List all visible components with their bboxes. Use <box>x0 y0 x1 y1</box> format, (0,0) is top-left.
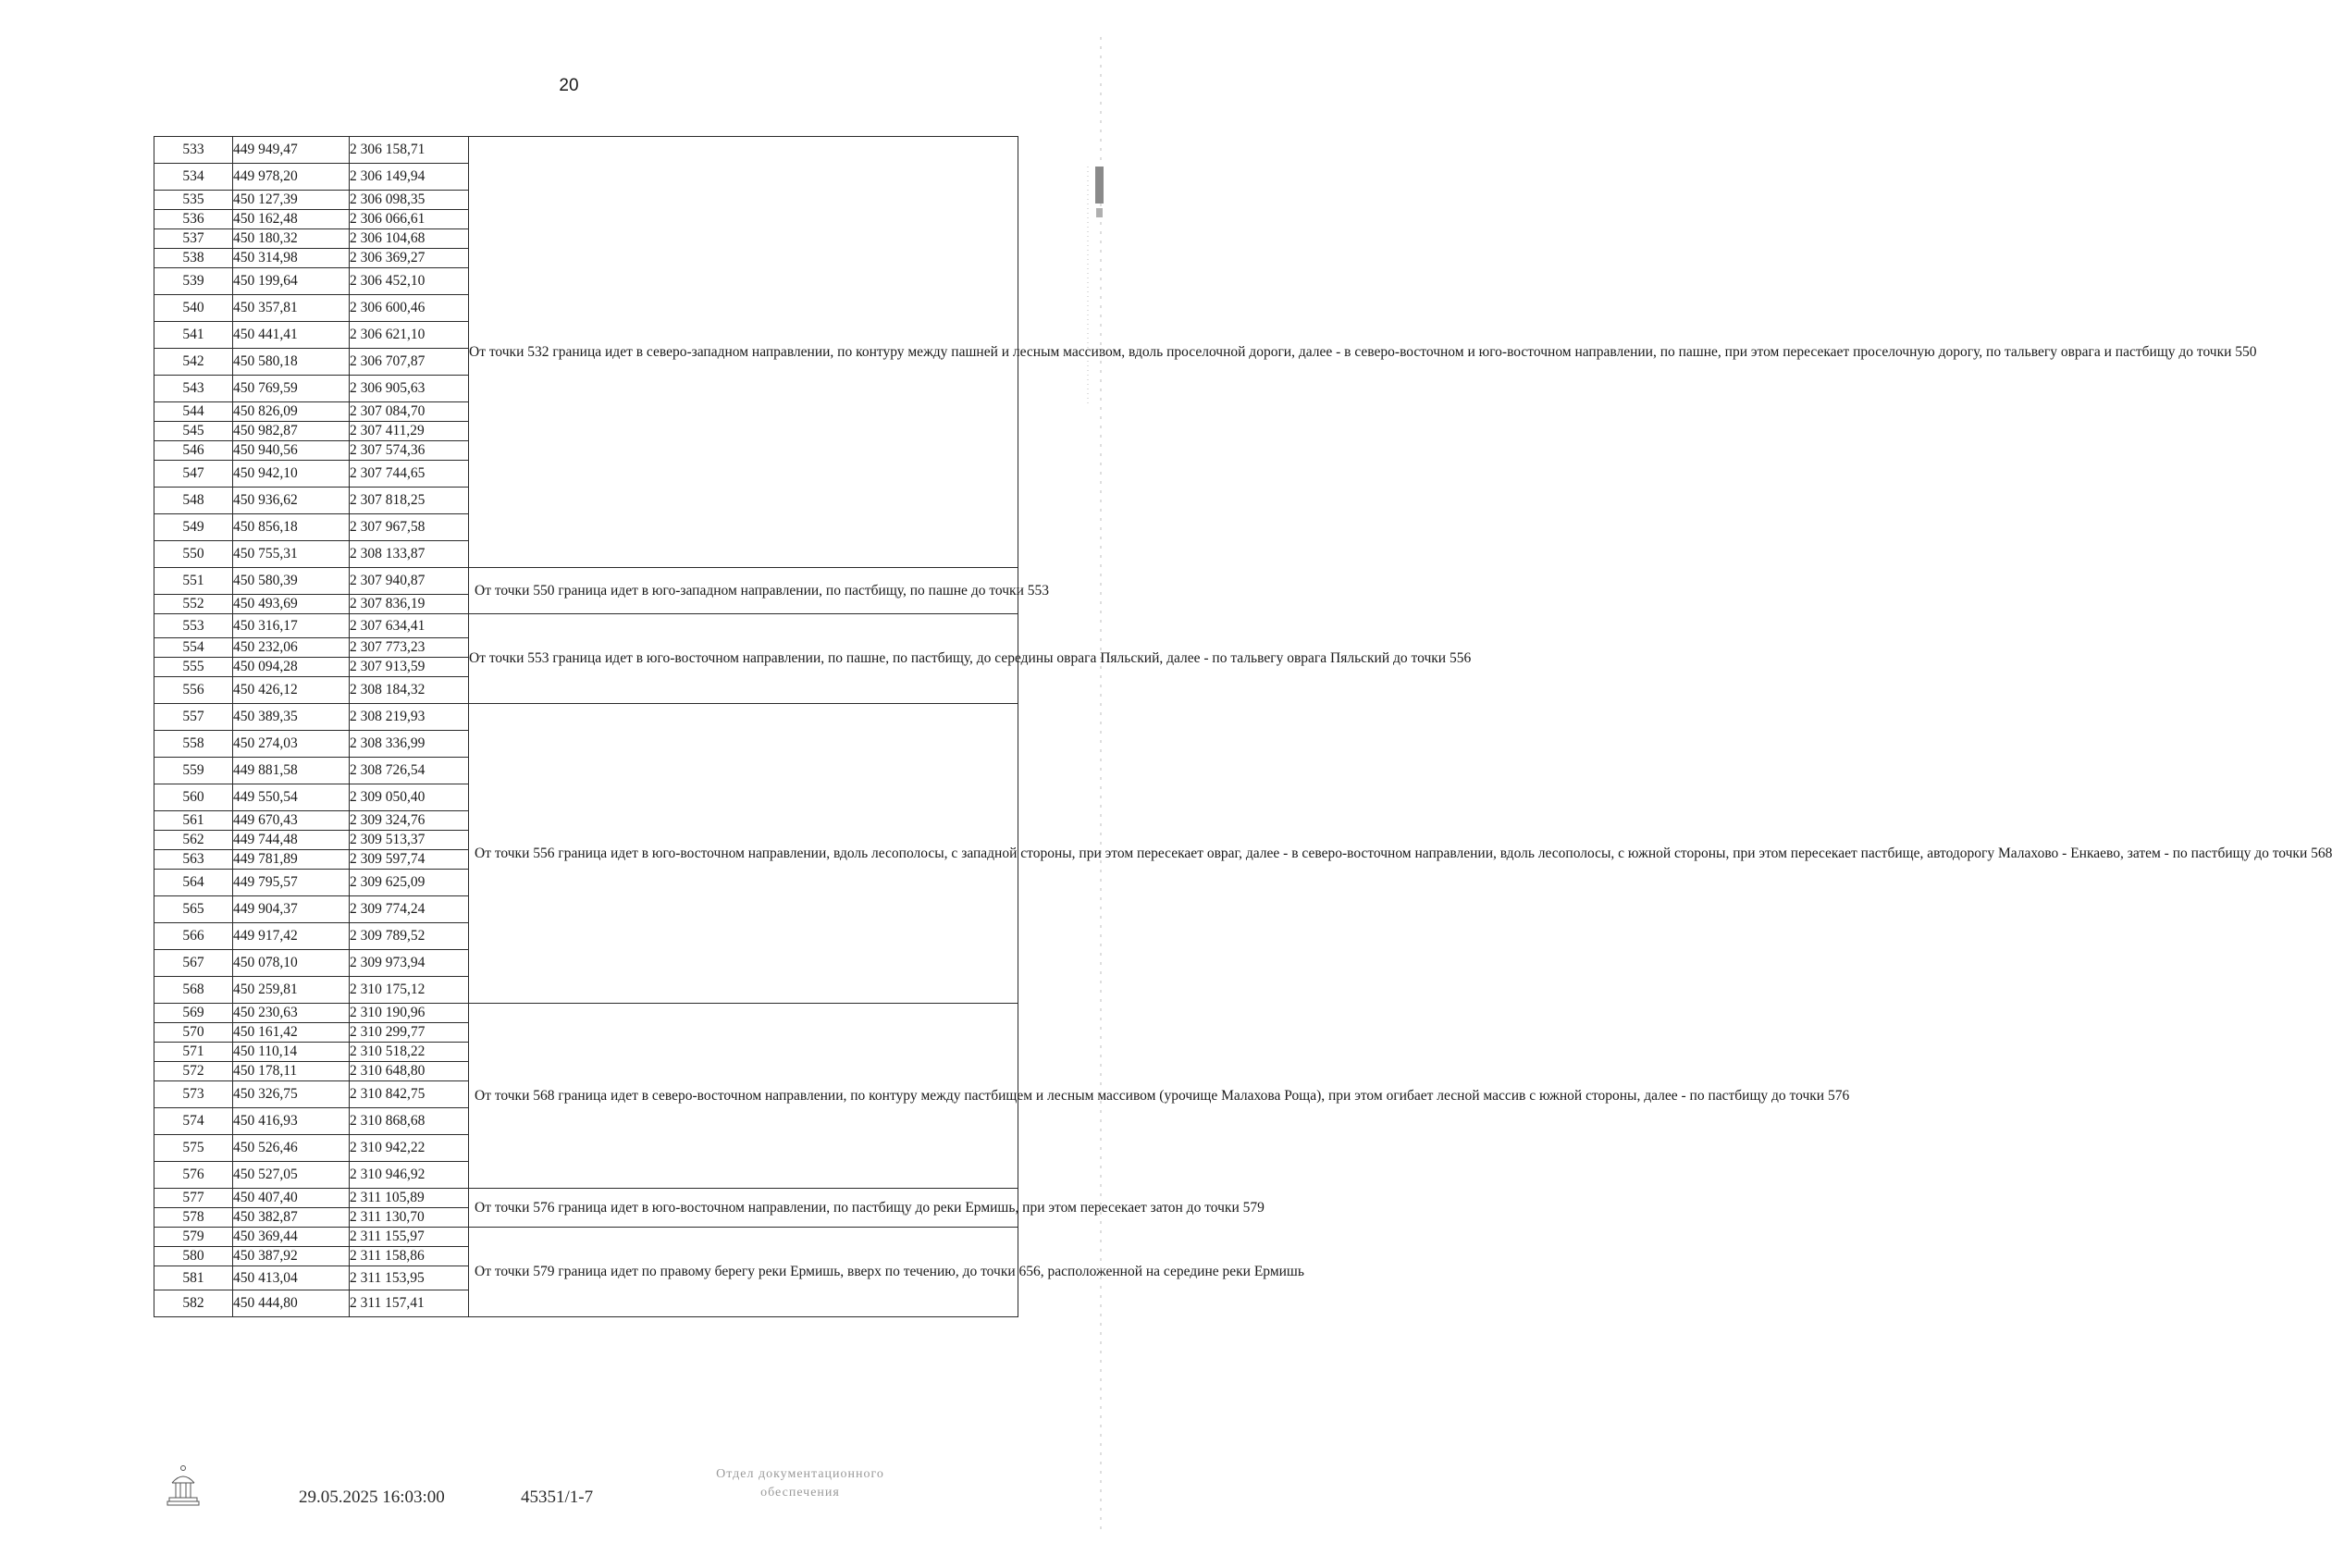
point-number-cell: 546 <box>154 441 233 461</box>
boundary-description-cell: От точки 568 граница идет в северо-восточном направлении, по контуру между пастбищем и лесным массивом (урочище Малахова Роща), при этом огибает лесной массив с южной стороны, далее - по пастбищу до точки 576 <box>469 1004 1018 1189</box>
y-coordinate-cell: 2 307 634,41 <box>350 614 469 638</box>
point-number-cell: 556 <box>154 677 233 704</box>
point-number-cell: 567 <box>154 950 233 977</box>
x-coordinate-cell: 450 580,39 <box>233 568 350 595</box>
x-coordinate-cell: 450 357,81 <box>233 295 350 322</box>
coordinates-table-body <box>154 137 2332 1317</box>
y-coordinate-cell: 2 306 066,61 <box>350 210 469 229</box>
x-coordinate-cell: 450 940,56 <box>233 441 350 461</box>
footer-document-code: 45351/1-7 <box>521 1488 594 1507</box>
y-coordinate-cell: 2 310 842,75 <box>350 1081 469 1108</box>
y-coordinate-cell: 2 307 084,70 <box>350 402 469 422</box>
point-number-cell: 555 <box>154 658 233 677</box>
point-number-cell: 566 <box>154 923 233 950</box>
point-number-cell: 542 <box>154 349 233 376</box>
point-number-cell: 579 <box>154 1228 233 1247</box>
footer-datetime: 29.05.2025 16:03:00 <box>299 1488 445 1507</box>
table-row <box>154 614 1018 638</box>
y-coordinate-cell: 2 310 868,68 <box>350 1108 469 1135</box>
x-coordinate-cell: 450 199,64 <box>233 268 350 295</box>
point-number-cell: 561 <box>154 811 233 831</box>
scan-edge-marks <box>1082 37 1106 1536</box>
point-number-cell: 551 <box>154 568 233 595</box>
point-number-cell: 573 <box>154 1081 233 1108</box>
point-number-cell: 536 <box>154 210 233 229</box>
boundary-description-cell: От точки 556 граница идет в юго-восточном направлении, вдоль лесополосы, с западной стороны, при этом пересекает овраг, далее - в северо-восточном направлении, вдоль лесополосы, с южной стороны, при этом пересекает пастбище, автодорогу Малахово - Енкаево, затем - по пастбищу до точки 568 <box>469 704 1018 1004</box>
point-number-cell: 554 <box>154 638 233 658</box>
x-coordinate-cell: 450 274,03 <box>233 731 350 758</box>
point-number-cell: 569 <box>154 1004 233 1023</box>
y-coordinate-cell: 2 308 184,32 <box>350 677 469 704</box>
point-number-cell: 560 <box>154 784 233 811</box>
y-coordinate-cell: 2 311 105,89 <box>350 1189 469 1208</box>
point-number-cell: 582 <box>154 1290 233 1317</box>
x-coordinate-cell: 449 744,48 <box>233 831 350 850</box>
point-number-cell: 540 <box>154 295 233 322</box>
x-coordinate-cell: 450 127,39 <box>233 191 350 210</box>
point-number-cell: 547 <box>154 461 233 488</box>
x-coordinate-cell: 450 407,40 <box>233 1189 350 1208</box>
x-coordinate-cell: 450 094,28 <box>233 658 350 677</box>
x-coordinate-cell: 450 389,35 <box>233 704 350 731</box>
x-coordinate-cell: 450 936,62 <box>233 488 350 514</box>
table-row <box>154 1228 1018 1247</box>
x-coordinate-cell: 450 180,32 <box>233 229 350 249</box>
x-coordinate-cell: 450 769,59 <box>233 376 350 402</box>
x-coordinate-cell: 449 978,20 <box>233 164 350 191</box>
y-coordinate-cell: 2 309 324,76 <box>350 811 469 831</box>
point-number-cell: 545 <box>154 422 233 441</box>
point-number-cell: 537 <box>154 229 233 249</box>
y-coordinate-cell: 2 307 773,23 <box>350 638 469 658</box>
y-coordinate-cell: 2 307 574,36 <box>350 441 469 461</box>
y-coordinate-cell: 2 310 942,22 <box>350 1135 469 1162</box>
table-row <box>154 137 1018 164</box>
x-coordinate-cell: 450 259,81 <box>233 977 350 1004</box>
x-coordinate-cell: 450 230,63 <box>233 1004 350 1023</box>
boundary-description-cell: От точки 553 граница идет в юго-восточном направлении, по пашне, по пастбищу, до середины оврага Пяльский, далее - по тальвегу оврага Пяльский до точки 556 <box>469 614 1018 704</box>
y-coordinate-cell: 2 310 299,77 <box>350 1023 469 1043</box>
y-coordinate-cell: 2 310 175,12 <box>350 977 469 1004</box>
boundary-description-cell: От точки 576 граница идет в юго-восточном направлении, по пастбищу до реки Ермишь, при этом пересекает затон до точки 579 <box>469 1189 1018 1228</box>
x-coordinate-cell: 450 942,10 <box>233 461 350 488</box>
y-coordinate-cell: 2 306 452,10 <box>350 268 469 295</box>
x-coordinate-cell: 450 326,75 <box>233 1081 350 1108</box>
point-number-cell: 553 <box>154 614 233 638</box>
point-number-cell: 576 <box>154 1162 233 1189</box>
x-coordinate-cell: 449 550,54 <box>233 784 350 811</box>
x-coordinate-cell: 450 413,04 <box>233 1266 350 1290</box>
x-coordinate-cell: 450 580,18 <box>233 349 350 376</box>
table-row <box>154 568 1018 595</box>
y-coordinate-cell: 2 310 190,96 <box>350 1004 469 1023</box>
y-coordinate-cell: 2 307 967,58 <box>350 514 469 541</box>
x-coordinate-cell: 450 527,05 <box>233 1162 350 1189</box>
y-coordinate-cell: 2 309 774,24 <box>350 896 469 923</box>
x-coordinate-cell: 450 755,31 <box>233 541 350 568</box>
y-coordinate-cell: 2 307 818,25 <box>350 488 469 514</box>
y-coordinate-cell: 2 309 513,37 <box>350 831 469 850</box>
boundary-description-cell: От точки 550 граница идет в юго-западном направлении, по пастбищу, по пашне до точки 553 <box>469 568 1018 614</box>
x-coordinate-cell: 450 382,87 <box>233 1208 350 1228</box>
point-number-cell: 549 <box>154 514 233 541</box>
x-coordinate-cell: 450 416,93 <box>233 1108 350 1135</box>
point-number-cell: 552 <box>154 595 233 614</box>
y-coordinate-cell: 2 309 973,94 <box>350 950 469 977</box>
x-coordinate-cell: 450 178,11 <box>233 1062 350 1081</box>
coordinates-table <box>154 136 2332 1317</box>
x-coordinate-cell: 449 670,43 <box>233 811 350 831</box>
point-number-cell: 538 <box>154 249 233 268</box>
y-coordinate-cell: 2 311 130,70 <box>350 1208 469 1228</box>
page-number: 20 <box>559 76 579 95</box>
stamp-line-1: Отдел документационного <box>716 1467 884 1481</box>
point-number-cell: 575 <box>154 1135 233 1162</box>
point-number-cell: 557 <box>154 704 233 731</box>
y-coordinate-cell: 2 310 648,80 <box>350 1062 469 1081</box>
x-coordinate-cell: 450 493,69 <box>233 595 350 614</box>
point-number-cell: 564 <box>154 870 233 896</box>
x-coordinate-cell: 450 826,09 <box>233 402 350 422</box>
point-number-cell: 571 <box>154 1043 233 1062</box>
y-coordinate-cell: 2 311 155,97 <box>350 1228 469 1247</box>
x-coordinate-cell: 450 444,80 <box>233 1290 350 1317</box>
y-coordinate-cell: 2 306 707,87 <box>350 349 469 376</box>
x-coordinate-cell: 450 441,41 <box>233 322 350 349</box>
y-coordinate-cell: 2 307 913,59 <box>350 658 469 677</box>
point-number-cell: 548 <box>154 488 233 514</box>
x-coordinate-cell: 450 856,18 <box>233 514 350 541</box>
y-coordinate-cell: 2 308 726,54 <box>350 758 469 784</box>
y-coordinate-cell: 2 306 158,71 <box>350 137 469 164</box>
point-number-cell: 568 <box>154 977 233 1004</box>
point-number-cell: 581 <box>154 1266 233 1290</box>
x-coordinate-cell: 449 881,58 <box>233 758 350 784</box>
point-number-cell: 578 <box>154 1208 233 1228</box>
point-number-cell: 543 <box>154 376 233 402</box>
table-row <box>154 1189 1018 1208</box>
y-coordinate-cell: 2 309 625,09 <box>350 870 469 896</box>
point-number-cell: 539 <box>154 268 233 295</box>
y-coordinate-cell: 2 309 789,52 <box>350 923 469 950</box>
x-coordinate-cell: 450 316,17 <box>233 614 350 638</box>
y-coordinate-cell: 2 306 905,63 <box>350 376 469 402</box>
y-coordinate-cell: 2 309 050,40 <box>350 784 469 811</box>
stamp-line-2: обеспечения <box>760 1486 840 1500</box>
y-coordinate-cell: 2 306 149,94 <box>350 164 469 191</box>
point-number-cell: 544 <box>154 402 233 422</box>
point-number-cell: 558 <box>154 731 233 758</box>
x-coordinate-cell: 450 369,44 <box>233 1228 350 1247</box>
boundary-description-cell: От точки 579 граница идет по правому берегу реки Ермишь, вверх по течению, до точки 656, расположенной на середине реки Ермишь <box>469 1228 1018 1317</box>
point-number-cell: 574 <box>154 1108 233 1135</box>
y-coordinate-cell: 2 311 157,41 <box>350 1290 469 1317</box>
x-coordinate-cell: 450 162,48 <box>233 210 350 229</box>
point-number-cell: 570 <box>154 1023 233 1043</box>
point-number-cell: 580 <box>154 1247 233 1266</box>
x-coordinate-cell: 450 426,12 <box>233 677 350 704</box>
x-coordinate-cell: 450 232,06 <box>233 638 350 658</box>
y-coordinate-cell: 2 308 336,99 <box>350 731 469 758</box>
point-number-cell: 562 <box>154 831 233 850</box>
y-coordinate-cell: 2 307 411,29 <box>350 422 469 441</box>
y-coordinate-cell: 2 311 158,86 <box>350 1247 469 1266</box>
y-coordinate-cell: 2 308 133,87 <box>350 541 469 568</box>
x-coordinate-cell: 450 161,42 <box>233 1023 350 1043</box>
x-coordinate-cell: 450 387,92 <box>233 1247 350 1266</box>
x-coordinate-cell: 450 110,14 <box>233 1043 350 1062</box>
x-coordinate-cell: 449 949,47 <box>233 137 350 164</box>
point-number-cell: 535 <box>154 191 233 210</box>
point-number-cell: 577 <box>154 1189 233 1208</box>
footer-stamp <box>648 1465 953 1502</box>
y-coordinate-cell: 2 311 153,95 <box>350 1266 469 1290</box>
y-coordinate-cell: 2 306 098,35 <box>350 191 469 210</box>
table-row <box>154 1004 1018 1023</box>
emblem-logo <box>167 1464 200 1507</box>
point-number-cell: 559 <box>154 758 233 784</box>
x-coordinate-cell: 449 904,37 <box>233 896 350 923</box>
y-coordinate-cell: 2 308 219,93 <box>350 704 469 731</box>
y-coordinate-cell: 2 306 369,27 <box>350 249 469 268</box>
point-number-cell: 572 <box>154 1062 233 1081</box>
y-coordinate-cell: 2 306 104,68 <box>350 229 469 249</box>
point-number-cell: 541 <box>154 322 233 349</box>
y-coordinate-cell: 2 306 621,10 <box>350 322 469 349</box>
table-row <box>154 704 1018 731</box>
y-coordinate-cell: 2 307 940,87 <box>350 568 469 595</box>
y-coordinate-cell: 2 310 518,22 <box>350 1043 469 1062</box>
point-number-cell: 550 <box>154 541 233 568</box>
boundary-description-cell: От точки 532 граница идет в северо-западном направлении, по контуру между пашней и лесным массивом, вдоль проселочной дороги, далее - в северо-восточном и юго-восточном направлении, по пашне, при этом пересекает проселочную дорогу, по тальвегу оврага и пастбищу до точки 550 <box>469 137 1018 568</box>
point-number-cell: 563 <box>154 850 233 870</box>
x-coordinate-cell: 450 314,98 <box>233 249 350 268</box>
y-coordinate-cell: 2 307 744,65 <box>350 461 469 488</box>
x-coordinate-cell: 449 917,42 <box>233 923 350 950</box>
x-coordinate-cell: 449 795,57 <box>233 870 350 896</box>
x-coordinate-cell: 450 526,46 <box>233 1135 350 1162</box>
x-coordinate-cell: 449 781,89 <box>233 850 350 870</box>
x-coordinate-cell: 450 982,87 <box>233 422 350 441</box>
y-coordinate-cell: 2 306 600,46 <box>350 295 469 322</box>
point-number-cell: 533 <box>154 137 233 164</box>
point-number-cell: 534 <box>154 164 233 191</box>
y-coordinate-cell: 2 310 946,92 <box>350 1162 469 1189</box>
y-coordinate-cell: 2 307 836,19 <box>350 595 469 614</box>
y-coordinate-cell: 2 309 597,74 <box>350 850 469 870</box>
point-number-cell: 565 <box>154 896 233 923</box>
x-coordinate-cell: 450 078,10 <box>233 950 350 977</box>
